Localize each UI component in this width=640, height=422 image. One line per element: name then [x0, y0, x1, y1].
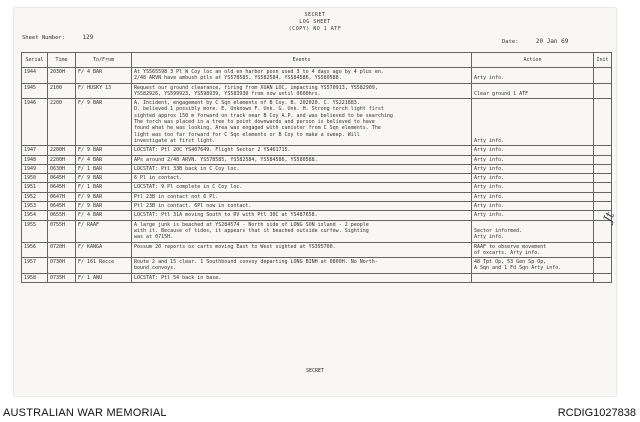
init-cell	[594, 99, 612, 146]
to-from-cell: F/ 9 BAR	[76, 99, 132, 146]
time-cell: 2100	[48, 83, 76, 99]
events-cell: Request our ground clearance, firing from XUAN LOC, impacting YS570913, YS582909, YS582926, YS599923, YS598939, YS583930 from now until 0600hrs.	[132, 83, 472, 99]
init-cell	[594, 174, 612, 183]
to-from-cell: F/ 161 Recce	[76, 258, 132, 274]
serial-cell: 1950	[22, 174, 48, 183]
table-row	[22, 99, 612, 146]
serial-cell: 1944	[22, 68, 48, 84]
log-sheet-page	[14, 8, 616, 396]
action-cell: Arty info.	[472, 174, 594, 183]
action-cell: Sector informed. Arty info.	[472, 220, 594, 242]
action-cell: Arty info.	[472, 183, 594, 192]
table-row	[22, 242, 612, 258]
classification-bottom: SECRET	[305, 368, 325, 374]
table-row	[22, 202, 612, 211]
sheet-title: LOG SHEET	[299, 19, 331, 25]
time-cell: 2030H	[48, 68, 76, 84]
table-row	[22, 83, 612, 99]
to-from-cell: F/ 4 BAR	[76, 68, 132, 84]
table-row	[22, 174, 612, 183]
events-cell: LOCSTAT: Ptl 33B back in C Coy loc.	[132, 164, 472, 173]
table-row	[22, 164, 612, 173]
serial-cell: 1954	[22, 211, 48, 220]
col-header-serial: Serial	[22, 53, 48, 68]
table-row	[22, 211, 612, 220]
action-cell	[472, 273, 594, 282]
init-cell	[594, 164, 612, 173]
serial-cell: 1947	[22, 146, 48, 155]
action-cell: Arty info.	[472, 68, 594, 84]
table-row	[22, 183, 612, 192]
action-cell: 48 Tpt Op, 53 Gen Sp Op, A Sqn and 1 Fd Sqn Arty info.	[472, 258, 594, 274]
action-cell: Arty info.	[472, 146, 594, 155]
events-cell: Route 2 and 15 clear. 1 Southbound convoy departing LONG BINH at 0800H. No North- bound convoys.	[132, 258, 472, 274]
init-cell	[594, 242, 612, 258]
to-from-cell: F/ KANGA	[76, 242, 132, 258]
events-cell: Ptl 23B in contact. 6Pl now in contact.	[132, 202, 472, 211]
date-label: Date:	[502, 39, 519, 45]
to-from-cell: F/ 4 BAR	[76, 211, 132, 220]
time-cell: 0720H	[48, 242, 76, 258]
init-cell	[594, 258, 612, 274]
time-cell: 0755H	[48, 220, 76, 242]
col-header-time: Time	[48, 53, 76, 68]
serial-cell: 1945	[22, 83, 48, 99]
to-from-cell: F/ 1 BAR	[76, 164, 132, 173]
time-cell: 2200H	[48, 155, 76, 164]
archive-credit: AUSTRALIAN WAR MEMORIAL	[3, 407, 167, 419]
sheet-number	[22, 34, 93, 41]
time-cell: 2200H	[48, 146, 76, 155]
table-row	[22, 68, 612, 84]
events-cell: LOCSTAT: Ptl 20C YS407649. Flight Sector 2 YS461715.	[132, 146, 472, 155]
col-header-init: Init	[594, 53, 612, 68]
sheet-number-label: Sheet Number:	[22, 35, 66, 41]
col-header-events: Events	[132, 53, 472, 68]
init-cell	[594, 183, 612, 192]
table-body	[22, 68, 612, 283]
serial-cell: 1953	[22, 202, 48, 211]
events-cell: APs around 2/48 ARVN. YS578585, YS582584, YS584586, YS580588.	[132, 155, 472, 164]
init-cell	[594, 202, 612, 211]
to-from-cell: F/ 1 ANU	[76, 273, 132, 282]
init-cell	[594, 273, 612, 282]
serial-cell: 1955	[22, 220, 48, 242]
sheet-number-value: 129	[82, 34, 94, 41]
col-header-to-from: To/From	[76, 53, 132, 68]
events-cell: A large junk is beached at YS284574 - North side of LONG SON island - 2 people with it. Because of tides, it appears that it beached outside curfew. Sighting was at 0715H.	[132, 220, 472, 242]
serial-cell: 1957	[22, 258, 48, 274]
table-row	[22, 146, 612, 155]
time-cell: 0730H	[48, 258, 76, 274]
table-row	[22, 273, 612, 282]
init-cell	[594, 83, 612, 99]
to-from-cell: F/ 9 BAR	[76, 174, 132, 183]
serial-cell: 1951	[22, 183, 48, 192]
time-cell: 0645H	[48, 183, 76, 192]
action-cell: RAAF to observe movement of oxcarts. Arty info.	[472, 242, 594, 258]
sheet-subtitle: (COPY) NO 1 ATF	[288, 26, 342, 32]
time-cell: 0645H	[48, 202, 76, 211]
table-row	[22, 220, 612, 242]
to-from-cell: F/ 9 BAR	[76, 192, 132, 201]
events-cell: LOCSTAT: 9 Pl complete in C Coy loc.	[132, 183, 472, 192]
serial-cell: 1948	[22, 155, 48, 164]
col-header-action: Action	[472, 53, 594, 68]
events-cell: LOCSTAT: Ptl 54 back in base.	[132, 273, 472, 282]
to-from-cell: F/ 1 BAR	[76, 183, 132, 192]
to-from-cell: F/ RAAF	[76, 220, 132, 242]
serial-cell: 1958	[22, 273, 48, 282]
table-row	[22, 192, 612, 201]
to-from-cell: F/ 9 BAR	[76, 202, 132, 211]
archive-reference: RCDIG1027838	[557, 407, 636, 419]
table-header-row	[22, 53, 612, 68]
to-from-cell: F/ 9 BAR	[76, 146, 132, 155]
events-cell: At YS565598 3 Pl W Coy loc an old en harbor posn used 3 to 4 days ago by 4 plus en. 2/48 ARVN have ambush ptls at YS578585, YS582584, YS584586, YS580588.	[132, 68, 472, 84]
date-value: 20 Jan 69	[535, 38, 569, 45]
sheet-date	[502, 38, 568, 45]
events-cell: A. Incident, engagement by C Sqn elements of B Coy. B. 202020. C. YS221883. D. believed 1 possibly more. E. Unknown F. Unk. G. Unk. H. Strong torch light first sighted approx 150 m forward on track near B Coy A.P. and was believed to be searching The torch was placed in a tree to point downwards and person is believed to have found what he was looking. Area was engaged with canister from C Sqn elements. The light was too far forward for C Sqn elements or B Coy to make a sweep. Will investigate at first light.	[132, 99, 472, 146]
serial-cell: 1949	[22, 164, 48, 173]
classification-top: SECRET	[304, 12, 326, 18]
action-cell: Arty info.	[472, 164, 594, 173]
events-cell: Ptl 23B in contact not 6 Pl.	[132, 192, 472, 201]
time-cell: 0647H	[48, 192, 76, 201]
serial-cell: 1956	[22, 242, 48, 258]
events-cell: Possum 20 reports ox carts moving East to West sighted at YS395700.	[132, 242, 472, 258]
log-table	[21, 52, 612, 283]
init-cell	[594, 146, 612, 155]
init-cell	[594, 192, 612, 201]
init-cell	[594, 220, 612, 242]
time-cell: 2200	[48, 99, 76, 146]
init-cell	[594, 155, 612, 164]
time-cell: 0630H	[48, 164, 76, 173]
events-cell: 6 Pl in contact.	[132, 174, 472, 183]
init-cell	[594, 68, 612, 84]
action-cell: Clear ground 1 ATF	[472, 83, 594, 99]
events-cell: LOCSTAT: Ptl 31A moving South to RV with Ptl 30C at YS487658.	[132, 211, 472, 220]
to-from-cell: F/ 4 BAR	[76, 155, 132, 164]
serial-cell: 1952	[22, 192, 48, 201]
table-row	[22, 258, 612, 274]
handwritten-initials: Jt	[600, 210, 618, 224]
to-from-cell: F/ HUSKY 13	[76, 83, 132, 99]
action-cell: Arty info.	[472, 155, 594, 164]
action-cell: Arty info.	[472, 99, 594, 146]
action-cell: Arty info.	[472, 192, 594, 201]
table-row	[22, 155, 612, 164]
time-cell: 0645H	[48, 174, 76, 183]
serial-cell: 1946	[22, 99, 48, 146]
time-cell: 0655H	[48, 211, 76, 220]
action-cell: Arty info.	[472, 202, 594, 211]
time-cell: 0735H	[48, 273, 76, 282]
action-cell: Arty info.	[472, 211, 594, 220]
